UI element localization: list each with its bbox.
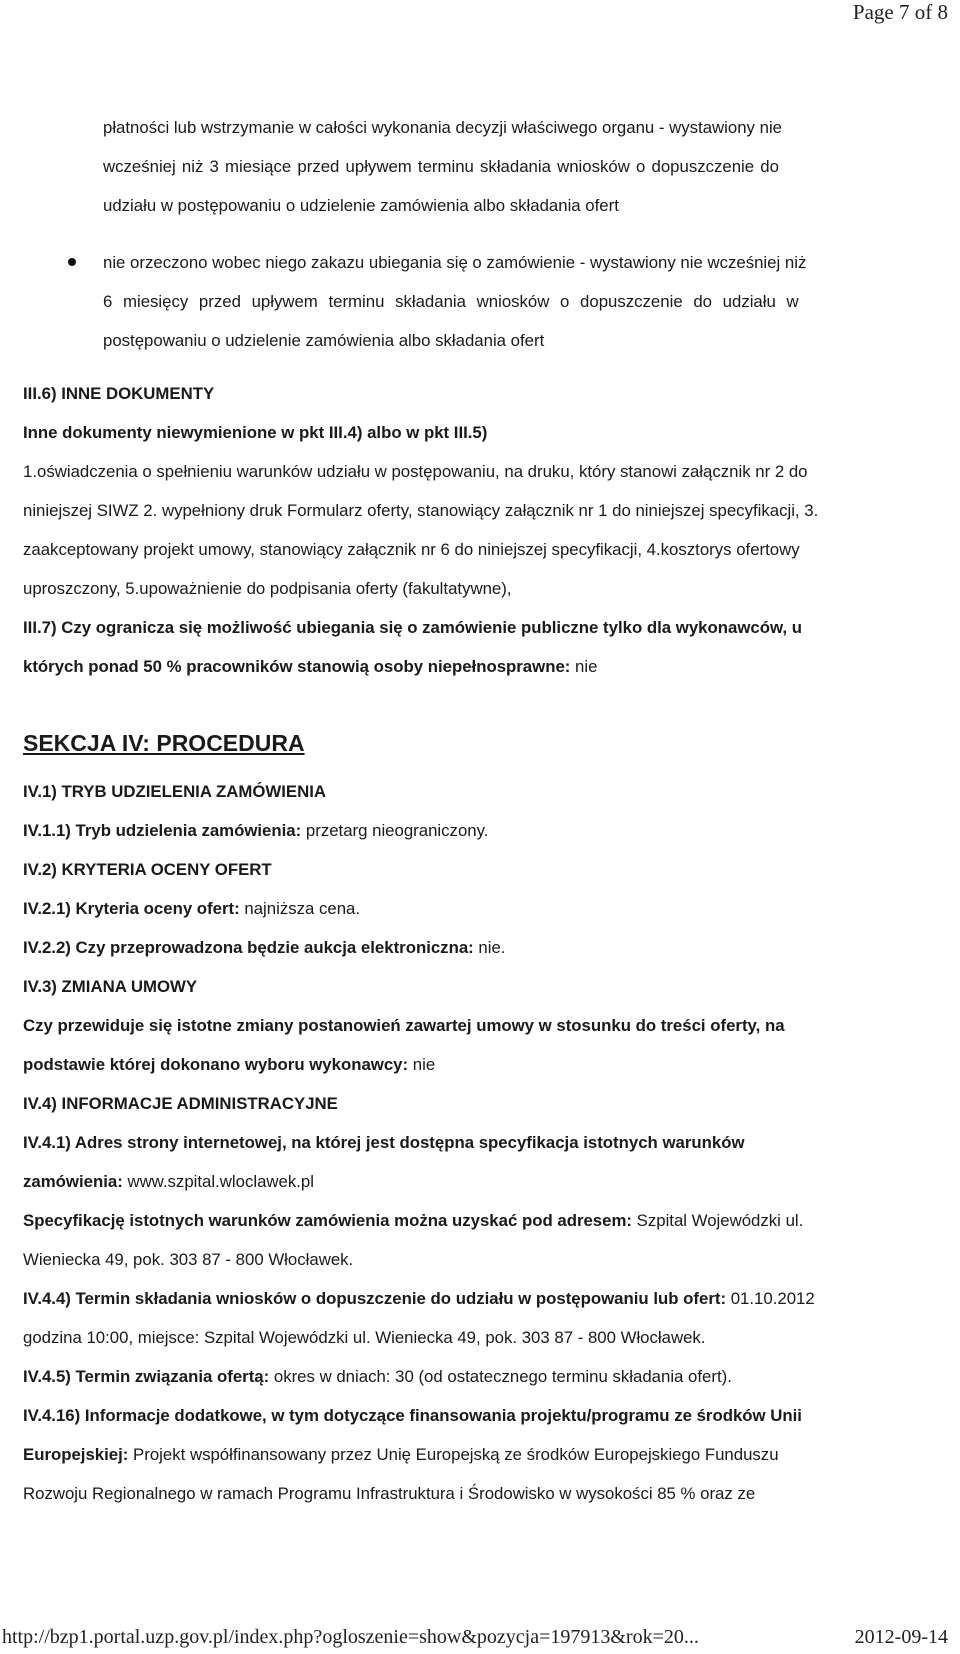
continuation-line-1: płatności lub wstrzymanie w całości wykonania decyzji właściwego organu - wystawiony nie xyxy=(103,118,783,137)
iv-3-question-line-2: podstawie której dokonano wyboru wykonawcy: nie xyxy=(23,1055,436,1074)
documents-line-3: zaakceptowany projekt umowy, stanowiący załącznik nr 6 do niniejszej specyfikacji, 4.kosztorys ofertowy xyxy=(23,540,800,559)
website-link: www.szpital.wloclawek.pl xyxy=(122,1172,314,1191)
bullet-dot-icon xyxy=(68,258,76,266)
iv-3-question-line-1: Czy przewiduje się istotne zmiany postanowień zawartej umowy w stosunku do treści oferty, na xyxy=(23,1016,785,1035)
document-body xyxy=(23,108,943,1513)
documents-line-4: uproszczony, 5.upoważnienie do podpisania oferty (fakultatywne), xyxy=(23,579,512,598)
bullet-line-1: nie orzeczono wobec niego zakazu ubiegania się o zamówienie - wystawiony nie wcześniej niż xyxy=(103,253,807,272)
iv-4-16-line-1: IV.4.16) Informacje dodatkowe, w tym dotyczące finansowania projektu/programu ze środków Unii xyxy=(23,1406,802,1425)
iv-4-4-line-1: IV.4.4) Termin składania wniosków o dopuszczenie do udziału w postępowaniu lub ofert: 01.10.2012 xyxy=(23,1289,815,1308)
heading-iii-6: III.6) INNE DOKUMENTY xyxy=(23,384,215,403)
iv-1-1: IV.1.1) Tryb udzielenia zamówienia: przetarg nieograniczony. xyxy=(23,821,489,840)
bullet-line-3: postępowaniu o udzielenie zamówienia albo składania ofert xyxy=(103,331,545,350)
iv-2-1: IV.2.1) Kryteria oceny ofert: najniższa cena. xyxy=(23,899,361,918)
subheading-iii-6: Inne dokumenty niewymienione w pkt III.4) albo w pkt III.5) xyxy=(23,423,488,442)
footer-date: 2012-09-14 xyxy=(854,1626,948,1648)
heading-iv-2: IV.2) KRYTERIA OCENY OFERT xyxy=(23,860,272,879)
iv-4-16-line-2: Europejskiej: Projekt współfinansowany przez Unię Europejską ze środków Europejskiego Funduszu xyxy=(23,1445,779,1464)
iv-4-1-line-2: zamówienia: www.szpital.wloclawek.pl xyxy=(23,1172,314,1191)
iv-4-5: IV.4.5) Termin związania ofertą: okres w dniach: 30 (od ostatecznego terminu składania ofert). xyxy=(23,1367,732,1386)
heading-iv-1: IV.1) TRYB UDZIELENIA ZAMÓWIENIA xyxy=(23,782,327,801)
continuation-line-3: udziału w postępowaniu o udzielenie zamówienia albo składania ofert xyxy=(103,196,619,215)
documents-line-1: 1.oświadczenia o spełnieniu warunków udziału w postępowaniu, na druku, który stanowi załącznik nr 2 do xyxy=(23,462,808,481)
iv-4-4-line-2: godzina 10:00, miejsce: Szpital Wojewódzki ul. Wieniecka 49, pok. 303 87 - 800 Włocławek. xyxy=(23,1328,706,1347)
iv-4-1-line-1: IV.4.1) Adres strony internetowej, na której jest dostępna specyfikacja istotnych warunków xyxy=(23,1133,745,1152)
bullet-item xyxy=(103,243,943,360)
iii-7-line-2: których ponad 50 % pracowników stanowią osoby niepełnosprawne: nie xyxy=(23,657,598,676)
spec-address-line-1: Specyfikację istotnych warunków zamówienia można uzyskać pod adresem: Szpital Wojewódzki ul. xyxy=(23,1211,804,1230)
documents-line-2: niniejszej SIWZ 2. wypełniony druk Formularz oferty, stanowiący załącznik nr 1 do niniejszej specyfikacji, 3. xyxy=(23,501,819,520)
heading-iv-3: IV.3) ZMIANA UMOWY xyxy=(23,977,198,996)
continuation-line-2: wcześniej niż 3 miesiące przed upływem terminu składania wniosków o dopuszczenie do xyxy=(103,157,779,176)
iv-2-2: IV.2.2) Czy przeprowadzona będzie aukcja elektroniczna: nie. xyxy=(23,938,506,957)
page-number: Page 7 of 8 xyxy=(852,0,948,24)
section-title: SEKCJA IV: PROCEDURA xyxy=(23,730,305,756)
footer-url: http://bzp1.portal.uzp.gov.pl/index.php?ogloszenie=show&pozycja=197913&rok=20... xyxy=(2,1626,699,1648)
heading-iii-7: III.7) Czy ogranicza się możliwość ubiegania się o zamówienie publiczne tylko dla wykonawców, u xyxy=(23,618,802,637)
spec-address-line-2: Wieniecka 49, pok. 303 87 - 800 Włocławek. xyxy=(23,1250,354,1269)
bullet-line-2: 6 miesięcy przed upływem terminu składania wniosków o dopuszczenie do udziału w xyxy=(103,292,799,311)
heading-iv-4: IV.4) INFORMACJE ADMINISTRACYJNE xyxy=(23,1094,338,1113)
iv-4-16-line-3: Rozwoju Regionalnego w ramach Programu Infrastruktura i Środowisko w wysokości 85 % oraz ze xyxy=(23,1484,756,1503)
